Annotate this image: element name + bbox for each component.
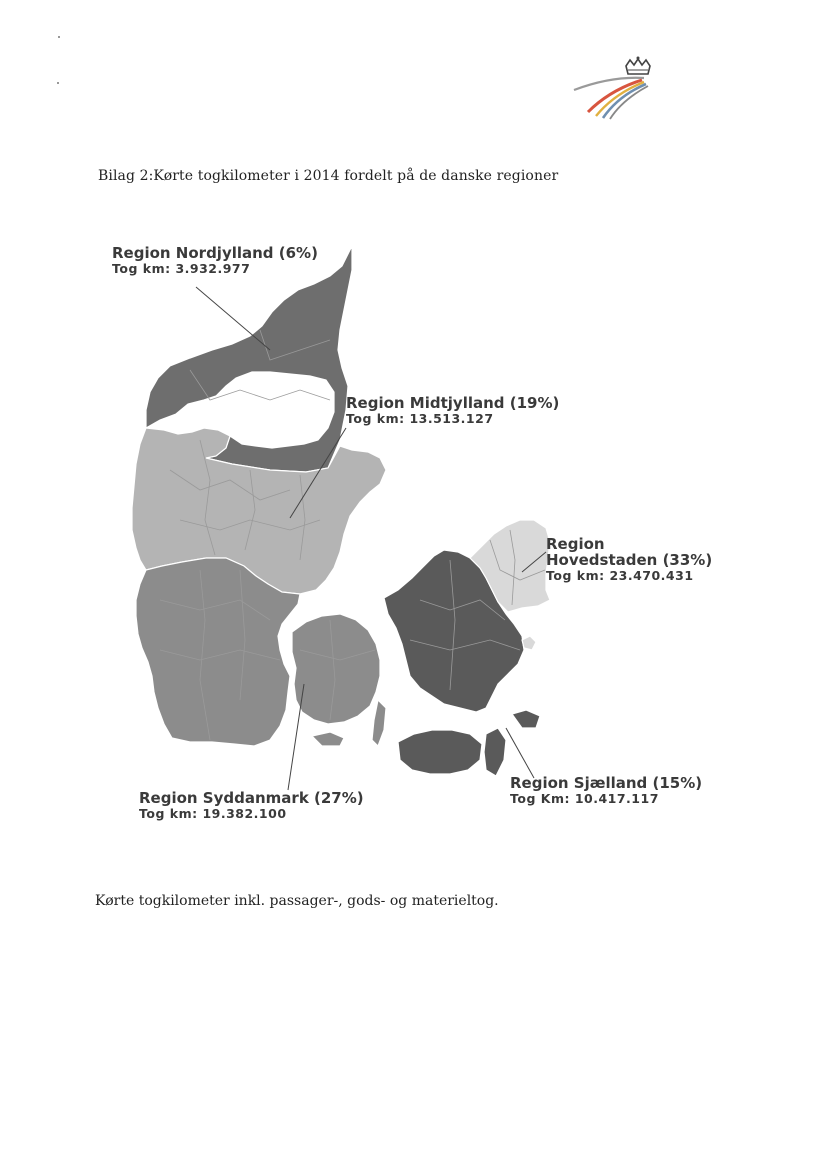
page-caption: Bilag 2:Kørte togkilometer i 2014 fordelt på de danske regioner	[98, 168, 559, 184]
label-nordjylland	[112, 246, 318, 275]
region-shape-sjaelland-lolland	[398, 730, 482, 774]
region-km-sjaelland: Tog Km: 10.417.117	[510, 790, 659, 806]
region-shape-syddanmark-aero	[312, 732, 344, 746]
region-shape-syddanmark-fyn	[292, 614, 380, 724]
region-km-nordjylland: Tog km: 3.932.977	[112, 260, 251, 276]
page-footnote: Kørte togkilometer inkl. passager-, gods- og materieltog.	[95, 893, 499, 909]
leader-line-sjaelland	[506, 728, 534, 778]
region-name-hovedstaden-line1: Region	[546, 535, 605, 553]
label-midtjylland	[346, 396, 559, 425]
label-sjaelland	[510, 776, 702, 805]
region-name-nordjylland: Region Nordjylland (6%)	[112, 244, 318, 262]
label-hovedstaden	[546, 537, 712, 582]
region-name-syddanmark: Region Syddanmark (27%)	[139, 789, 364, 807]
region-shape-hovedstaden-bornholm	[522, 636, 536, 650]
region-name-sjaelland: Region Sjælland (15%)	[510, 774, 703, 792]
region-shape-syddanmark-langeland	[372, 700, 386, 746]
region-shape-sjaelland-mon	[512, 710, 540, 728]
region-shape-sjaelland-falster	[484, 728, 506, 776]
region-km-hovedstaden: Tog km: 23.470.431	[546, 567, 694, 583]
region-name-midtjylland: Region Midtjylland (19%)	[346, 394, 560, 412]
region-km-syddanmark: Tog km: 19.382.100	[139, 805, 287, 821]
label-syddanmark	[139, 791, 364, 820]
region-km-midtjylland: Tog km: 13.513.127	[346, 410, 494, 426]
region-name-hovedstaden-line2: Hovedstaden (33%)	[546, 550, 713, 569]
leader-line-nordjylland	[196, 287, 270, 350]
